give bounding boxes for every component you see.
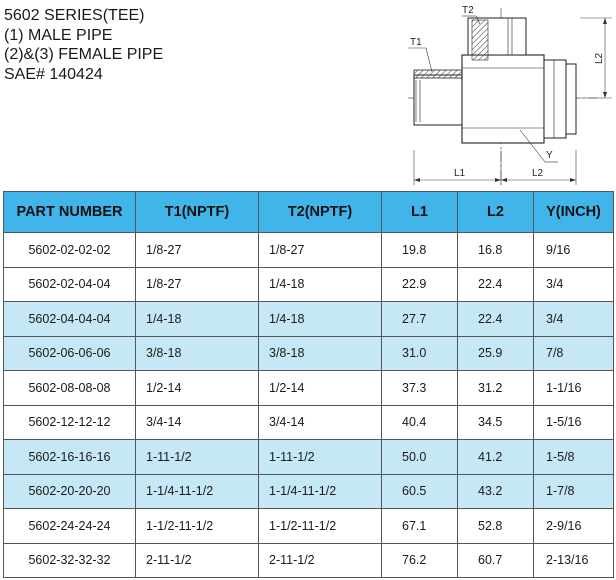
- cell-l2: 16.8: [458, 233, 534, 268]
- part-spec-table: [3, 191, 614, 578]
- table-row: [4, 267, 614, 302]
- y-hex-label: Y: [546, 150, 553, 161]
- cell-t1-thread: 3/4-14: [136, 405, 259, 440]
- cell-t2-thread: 1-1/4-11-1/2: [259, 474, 382, 509]
- l2-side-dimension-label: L2: [594, 52, 605, 64]
- cell-l2: 43.2: [458, 474, 534, 509]
- cell-t1-thread: 1/8-27: [136, 267, 259, 302]
- cell-l1: 60.5: [382, 474, 458, 509]
- cell-t2-thread: 1/4-18: [259, 302, 382, 337]
- cell-part-number: 5602-12-12-12: [4, 405, 136, 440]
- cell-l2: 52.8: [458, 509, 534, 544]
- cell-y-inch: 1-5/16: [534, 405, 614, 440]
- series-title: 5602 SERIES(TEE): [4, 7, 145, 24]
- cell-l2: 22.4: [458, 267, 534, 302]
- cell-l1: 22.9: [382, 267, 458, 302]
- cell-l2: 25.9: [458, 336, 534, 371]
- cell-part-number: 5602-02-04-04: [4, 267, 136, 302]
- t2-thread-label: T2: [462, 5, 474, 16]
- column-header-t1: T1(NPTF): [136, 192, 259, 233]
- table-row: [4, 302, 614, 337]
- column-header-y: Y(INCH): [534, 192, 614, 233]
- cell-part-number: 5602-20-20-20: [4, 474, 136, 509]
- cell-l2: 41.2: [458, 440, 534, 475]
- cell-l1: 50.0: [382, 440, 458, 475]
- cell-y-inch: 1-1/16: [534, 371, 614, 406]
- column-header-part-number: PART NUMBER: [4, 192, 136, 233]
- cell-part-number: 5602-08-08-08: [4, 371, 136, 406]
- cell-l2: 60.7: [458, 543, 534, 578]
- female-pipe-note: (2)&(3) FEMALE PIPE: [4, 46, 164, 63]
- table-row: [4, 336, 614, 371]
- tee-fitting-drawing: [380, 0, 616, 190]
- cell-l1: 67.1: [382, 509, 458, 544]
- cell-l1: 19.8: [382, 233, 458, 268]
- cell-l1: 31.0: [382, 336, 458, 371]
- t1-thread-label: T1: [410, 37, 422, 48]
- cell-t1-thread: 1-1/4-11-1/2: [136, 474, 259, 509]
- cell-l1: 40.4: [382, 405, 458, 440]
- cell-part-number: 5602-32-32-32: [4, 543, 136, 578]
- table-row: [4, 543, 614, 578]
- cell-l1: 27.7: [382, 302, 458, 337]
- table-row: [4, 440, 614, 475]
- column-header-l1: L1: [382, 192, 458, 233]
- l2-bottom-dimension-label: L2: [532, 168, 544, 179]
- cell-l1: 37.3: [382, 371, 458, 406]
- cell-y-inch: 9/16: [534, 233, 614, 268]
- table-row: [4, 233, 614, 268]
- table-row: [4, 405, 614, 440]
- cell-t1-thread: 1/8-27: [136, 233, 259, 268]
- cell-t1-thread: 2-11-1/2: [136, 543, 259, 578]
- cell-part-number: 5602-04-04-04: [4, 302, 136, 337]
- cell-l2: 34.5: [458, 405, 534, 440]
- column-header-t2: T2(NPTF): [259, 192, 382, 233]
- cell-t1-thread: 3/8-18: [136, 336, 259, 371]
- cell-l2: 31.2: [458, 371, 534, 406]
- cell-y-inch: 7/8: [534, 336, 614, 371]
- cell-t2-thread: 1/4-18: [259, 267, 382, 302]
- cell-y-inch: 3/4: [534, 267, 614, 302]
- cell-l2: 22.4: [458, 302, 534, 337]
- cell-part-number: 5602-16-16-16: [4, 440, 136, 475]
- cell-y-inch: 1-7/8: [534, 474, 614, 509]
- column-header-l2: L2: [458, 192, 534, 233]
- cell-t2-thread: 1/2-14: [259, 371, 382, 406]
- cell-t2-thread: 1/8-27: [259, 233, 382, 268]
- table-row: [4, 509, 614, 544]
- cell-t2-thread: 1-1/2-11-1/2: [259, 509, 382, 544]
- cell-t1-thread: 1/4-18: [136, 302, 259, 337]
- cell-part-number: 5602-06-06-06: [4, 336, 136, 371]
- cell-l1: 76.2: [382, 543, 458, 578]
- cell-t1-thread: 1-11-1/2: [136, 440, 259, 475]
- cell-y-inch: 2-9/16: [534, 509, 614, 544]
- table-row: [4, 371, 614, 406]
- cell-y-inch: 1-5/8: [534, 440, 614, 475]
- male-pipe-note: (1) MALE PIPE: [4, 26, 113, 44]
- series-description: [4, 6, 163, 84]
- cell-t2-thread: 1-11-1/2: [259, 440, 382, 475]
- cell-t2-thread: 2-11-1/2: [259, 543, 382, 578]
- cell-y-inch: 2-13/16: [534, 543, 614, 578]
- table-header-row: [4, 192, 614, 233]
- cell-y-inch: 3/4: [534, 302, 614, 337]
- cell-t1-thread: 1-1/2-11-1/2: [136, 509, 259, 544]
- cell-part-number: 5602-02-02-02: [4, 233, 136, 268]
- table-row: [4, 474, 614, 509]
- cell-t2-thread: 3/8-18: [259, 336, 382, 371]
- l1-dimension-label: L1: [454, 168, 466, 179]
- cell-t1-thread: 1/2-14: [136, 371, 259, 406]
- cell-t2-thread: 3/4-14: [259, 405, 382, 440]
- sae-number: SAE# 140424: [4, 65, 103, 83]
- cell-part-number: 5602-24-24-24: [4, 509, 136, 544]
